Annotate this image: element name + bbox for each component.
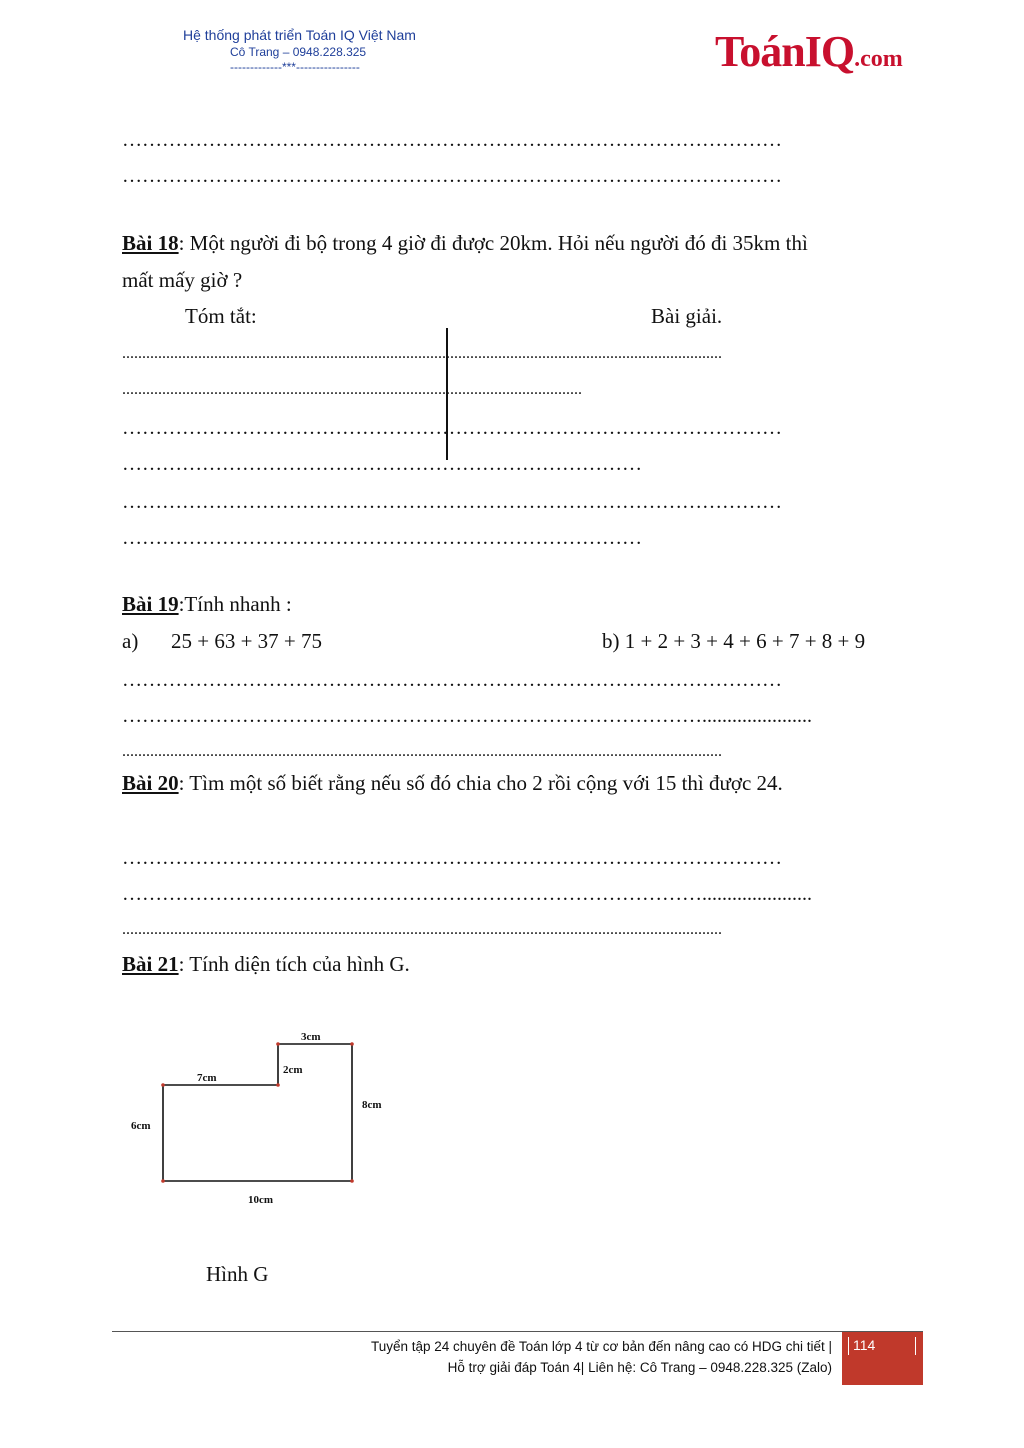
header-org: Hệ thống phát triển Toán IQ Việt Nam bbox=[183, 27, 416, 43]
page-number-inner bbox=[848, 1337, 916, 1355]
answer-line: ……………………………………………………………………………………… bbox=[122, 129, 782, 151]
vertex bbox=[161, 1179, 165, 1183]
dim-bottom: 10cm bbox=[248, 1194, 274, 1206]
answer-line: …………………………………………………………………… bbox=[122, 453, 642, 475]
answer-line: ……………………………………………………………………………………… bbox=[122, 847, 782, 869]
bai21-label: Bài 21 bbox=[122, 952, 179, 976]
figure-g-outline bbox=[163, 1044, 352, 1181]
dim-right: 8cm bbox=[362, 1099, 382, 1111]
answer-line: ……………………………………………………………………………………… bbox=[122, 417, 782, 439]
bai19-b-expr: b) 1 + 2 + 3 + 4 + 6 + 7 + 8 + 9 bbox=[602, 629, 866, 653]
bai18-text: : Một người đi bộ trong 4 giờ đi được 20km. Hỏi nếu người đó đi 35km thì bbox=[178, 231, 808, 255]
answer-line: ……………………………………………………………………………………… bbox=[122, 491, 782, 513]
bai19-text: :Tính nhanh : bbox=[178, 592, 292, 616]
page-number: 114 bbox=[853, 1337, 876, 1353]
logo-main: ToánIQ bbox=[715, 27, 855, 76]
figure-g-vertices bbox=[161, 1042, 354, 1183]
bai18-label: Bài 18 bbox=[122, 231, 179, 255]
header-teacher: Cô Trang – 0948.228.325 bbox=[230, 45, 367, 59]
bai18-question-line2: mất mấy giờ ? bbox=[122, 268, 243, 292]
answer-line: ...................................................................................................................................................... bbox=[122, 743, 722, 760]
answer-line: ……………………………………………………………………………………… bbox=[122, 165, 782, 187]
logo-suffix: .com bbox=[854, 46, 903, 72]
vertex bbox=[350, 1042, 354, 1046]
vertex bbox=[161, 1083, 165, 1087]
bai19-a-expr: 25 + 63 + 37 + 75 bbox=[171, 629, 323, 653]
footer-rule bbox=[112, 1331, 923, 1332]
footer-line2: Hỗ trợ giải đáp Toán 4| Liên hệ: Cô Trang – 0948.228.325 (Zalo) bbox=[447, 1360, 832, 1375]
answer-line: ……………………………………………………………………………...................... bbox=[122, 705, 812, 727]
vertex bbox=[276, 1083, 280, 1087]
bai21-text: : Tính diện tích của hình G. bbox=[178, 952, 410, 976]
bai19-a-label: a) bbox=[122, 629, 139, 653]
bai20-text: : Tìm một số biết rằng nếu số đó chia cho 2 rồi cộng với 15 thì được 24. bbox=[178, 771, 783, 795]
dim-step-width: 7cm bbox=[197, 1072, 217, 1084]
figure-caption: Hình G bbox=[206, 1262, 269, 1286]
footer-line1: Tuyển tập 24 chuyên đề Toán lớp 4 từ cơ bản đến nâng cao có HDG chi tiết | bbox=[370, 1339, 832, 1354]
answer-line: ................................................................................................................... bbox=[122, 381, 582, 398]
dim-top: 3cm bbox=[301, 1031, 321, 1043]
dim-left: 6cm bbox=[131, 1120, 151, 1132]
answer-line: ...................................................................................................................................................... bbox=[122, 921, 722, 938]
bai18-summary-heading: Tóm tắt: bbox=[185, 304, 257, 328]
answer-line: ...................................................................................................................................................... bbox=[122, 345, 722, 362]
answer-line: ……………………………………………………………………………...................... bbox=[122, 883, 812, 905]
vertex bbox=[350, 1179, 354, 1183]
vertex bbox=[276, 1042, 280, 1046]
bai19-label: Bài 19 bbox=[122, 592, 179, 616]
page-number-box bbox=[842, 1332, 923, 1385]
bai18-solution-heading: Bài giải. bbox=[651, 304, 723, 328]
answer-line: …………………………………………………………………… bbox=[122, 527, 642, 549]
answer-line: ……………………………………………………………………………………… bbox=[122, 669, 782, 691]
bai20-label: Bài 20 bbox=[122, 771, 179, 795]
header-separator: -------------***---------------- bbox=[230, 60, 360, 74]
dim-step-height: 2cm bbox=[283, 1064, 303, 1076]
